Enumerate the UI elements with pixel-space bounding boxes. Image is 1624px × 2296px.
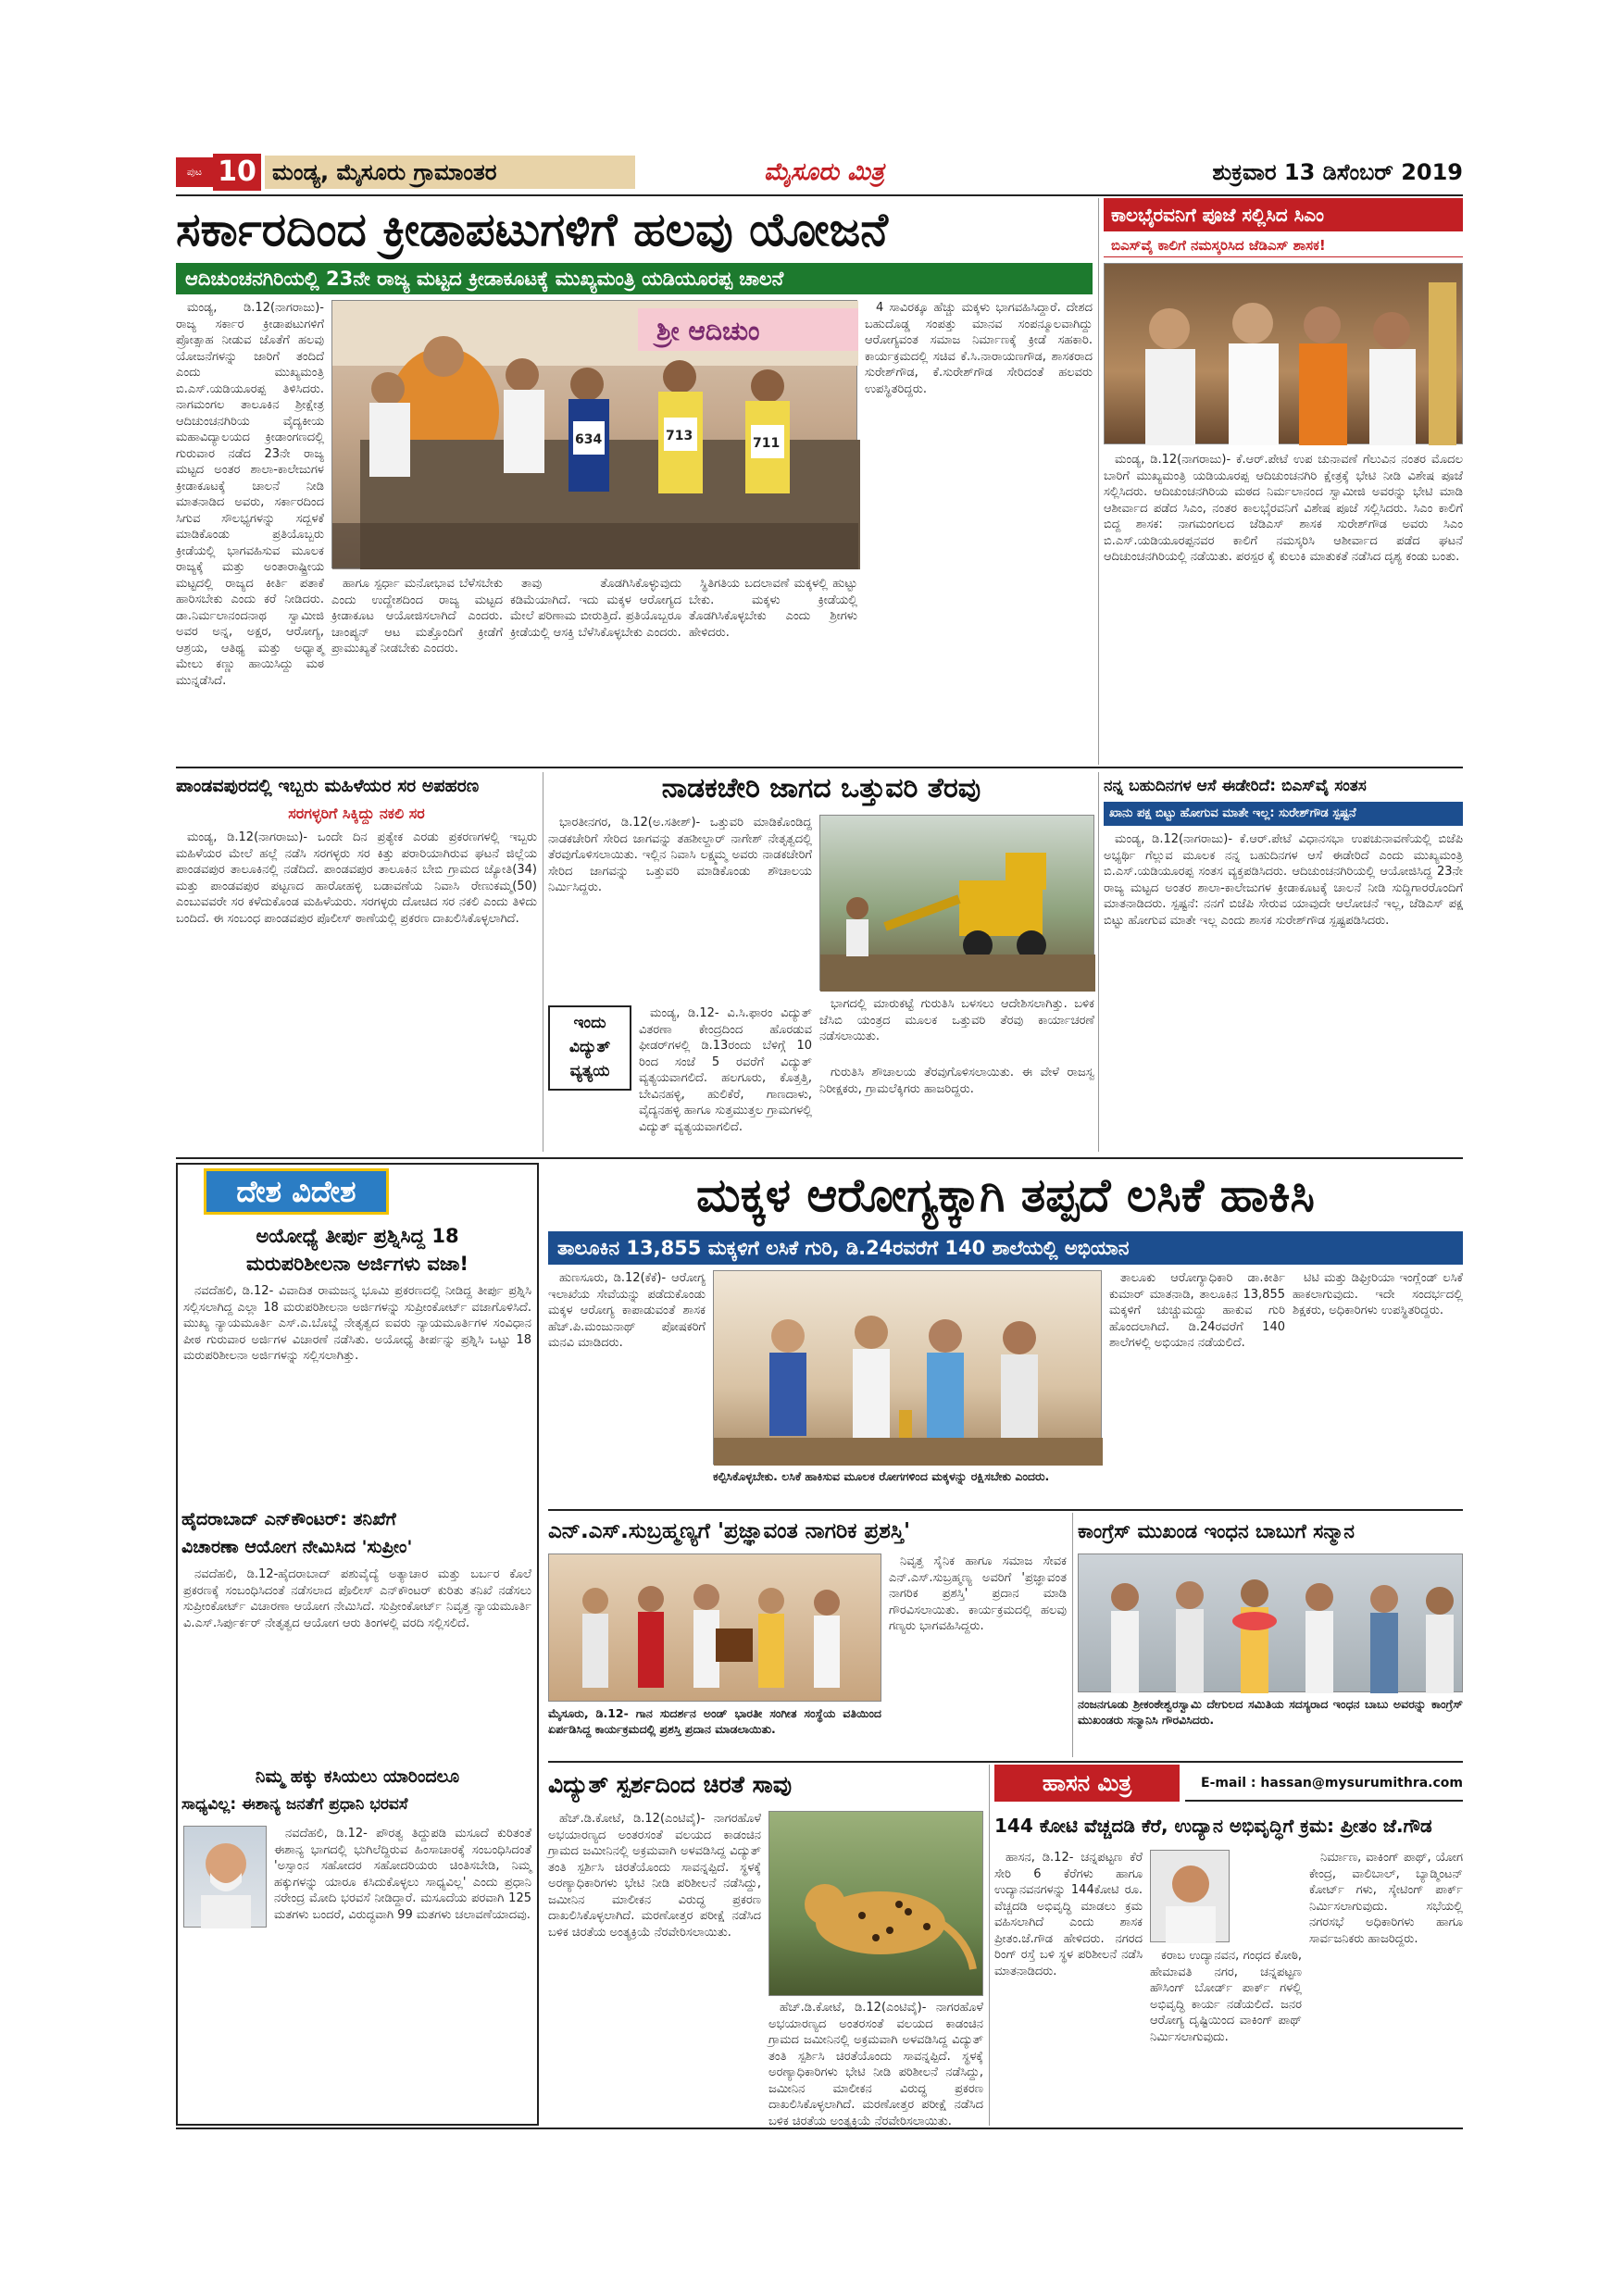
- lead-column-1: [176, 300, 324, 763]
- pandavapura-body: [176, 830, 537, 1152]
- leopard-illustration: [769, 1812, 984, 1997]
- vaccine-event-illustration: [714, 1271, 1103, 1466]
- power-cut-title: ಇಂದು ವಿದ್ಯುತ್ ವ್ಯತ್ಯಯ: [568, 1014, 611, 1080]
- pm-assurance-headline-line-1: ನಿಮ್ಮ ಹಕ್ಕು ಕಸಿಯಲು ಯಾರಿಂದಲೂ: [255, 1766, 460, 1787]
- pm-photo: [183, 1826, 267, 1928]
- hassan-col2-text: ಕರಾಬ ಉದ್ಯಾನವನ, ಗಂಧದ ಕೋಠಿ, ಹೇಮಾವತಿ ನಗರ, ಚನ್ನಪಟ್ಟಣ ಹೌಸಿಂಗ್ ಬೋರ್ಡ್ ಪಾರ್ಕ್ ಗಳಲ್ಲಿ ಅಭಿವೃದ್ಧಿ ಕಾರ್ಯ ನಡೆಯಲಿದೆ. ಜನರ ಆರೋಗ್ಯ ದೃಷ್ಟಿಯಿಂದ ವಾಕಿಂಗ್ ಪಾಥ್ ನಿರ್ಮಿಸಲಾಗುವುದು.: [1150, 1949, 1302, 2044]
- nadakacheri-photo: [819, 815, 1094, 991]
- bottom-rule: [176, 2128, 1463, 2129]
- leopard-column-1: [548, 1811, 761, 2120]
- leopard-photo: [768, 1811, 983, 1996]
- lead-subheadline: ಆದಿಚುಂಚನಗಿರಿಯಲ್ಲಿ 23ನೇ ರಾಜ್ಯ ಮಟ್ಟದ ಕ್ರೀಡಾಕೂಟಕ್ಕೆ ಮುಖ್ಯಮಂತ್ರಿ ಯಡಿಯೂರಪ್ಪ ಚಾಲನೆ: [176, 263, 1093, 294]
- section-rule-4: [548, 1761, 1463, 1763]
- mla-photo: [1150, 1850, 1230, 1942]
- date-line: ಶುಕ್ರವಾರ 13 ಡಿಸೆಂಬರ್ 2019: [1212, 159, 1463, 185]
- pm-assurance-body: [274, 1826, 531, 2120]
- congress-photo: [1078, 1554, 1463, 1692]
- kalabhairava-photo: [1104, 263, 1463, 444]
- subrahmanya-body: [889, 1554, 1067, 1757]
- congress-headline: ಕಾಂಗ್ರೆಸ್ ಮುಖಂಡ ಇಂಧನ ಬಾಬುಗೆ ಸನ್ಮಾನ: [1078, 1520, 1355, 1542]
- hassan-col3-text: ನಿರ್ಮಾಣ, ವಾಕಿಂಗ್ ಪಾಥ್, ಯೋಗ ಕೇಂದ್ರ, ವಾಲಿಬಾಲ್, ಬ್ಯಾಡ್ಮಿಂಟನ್ ಕೋರ್ಟ್ ಗಳು, ಸ್ಕೇಟಿಂಗ್ ಪಾರ್ಕ್ ನಿರ್ಮಿಸಲಾಗುವುದು. ಸಭೆಯಲ್ಲಿ ನಗರಸಭೆ ಅಧಿಕಾರಿಗಳು ಹಾಗೂ ಸಾರ್ವಜನಿಕರು ಹಾಜರಿದ್ದರು.: [1309, 1851, 1463, 1946]
- lead-photo: [331, 300, 857, 568]
- nadakacheri-col3-text: ಗುರುತಿಸಿ ಶೌಚಾಲಯ ತೆರವುಗೊಳಿಸಲಾಯಿತು. ಈ ವೇಳೆ ರಾಜಸ್ವ ನಿರೀಕ್ಷಕರು, ಗ್ರಾಮಲೆಕ್ಕಿಗರು ಹಾಜರಿದ್ದರು.: [819, 1066, 1094, 1096]
- mla-portrait-illustration: [1151, 1851, 1230, 1943]
- nadakacheri-headline: ನಾಡಕಚೇರಿ ಜಾಗದ ಒತ್ತುವರಿ ತೆರವು: [661, 772, 981, 805]
- lead-column-5: [865, 300, 1093, 763]
- leopard-headline: ವಿದ್ಯುತ್ ಸ್ಪರ್ಶದಿಂದ ಚಿರತೆ ಸಾವು: [548, 1771, 793, 1798]
- nadakacheri-col1-text: ಭಾರತೀನಗರ, ಡಿ.12(ಅ.ಸತೀಶ್)- ಒತ್ತುವರಿ ಮಾಡಿಕೊಂಡಿದ್ದ ನಾಡಕಚೇರಿಗೆ ಸೇರಿದ ಜಾಗವನ್ನು ತಹಶೀಲ್ದಾರ್ ನಾಗೇಶ್ ನೇತೃತ್ವದಲ್ಲಿ ತೆರವುಗೊಳಿಸಲಾಯಿತು. ಇಲ್ಲಿನ ನಿವಾಸಿ ಲಕ್ಷ್ಮಮ್ಮ ಅವರು ನಾಡಕಚೇರಿಗೆ ಸೇರಿದ ಜಾಗವನ್ನು ಒತ್ತುವರಿ ಮಾಡಿಕೊಂಡು ಶೌಚಾಲಯ ನಿರ್ಮಿಸಿದ್ದರು.: [548, 816, 812, 894]
- leopard-column-2: [768, 2000, 983, 2128]
- nanna-bahudina-subheadline: ಖಾನು ಪಕ್ಷ ಬಿಟ್ಟು ಹೋಗುವ ಮಾತೇ ಇಲ್ಲ: ಸುರೇಶ್‌ಗೌಡ ಸ್ಪಷ್ಟನೆ: [1104, 802, 1463, 826]
- ayodhya-headline-line-2: ಮರುಪರಿಶೀಲನಾ ಅರ್ಜಿಗಳು ವಜಾ!: [245, 1253, 469, 1275]
- hyderabad-headline-line-1: ಹೈದರಾಬಾದ್ ಎನ್‌ಕೌಂಟರ್: ತನಿಖೆಗೆ: [181, 1509, 396, 1529]
- vaccine-col1-text: ಹುಣಸೂರು, ಡಿ.12(ಕೆಕೆ)- ಆರೋಗ್ಯ ಇಲಾಖೆಯ ಸೇವೆಯನ್ನು ಪಡೆದುಕೊಂಡು ಮಕ್ಕಳ ಆರೋಗ್ಯ ಕಾಪಾಡುವಂತೆ ಶಾಸಕ ಹೆಚ್.ಪಿ.ಮಂಜುನಾಥ್ ಪೋಷಕರಿಗೆ ಮನವಿ ಮಾಡಿದರು.: [548, 1271, 706, 1350]
- lead-col1-text: ಮಂಡ್ಯ, ಡಿ.12(ನಾಗರಾಜು)- ರಾಜ್ಯ ಸರ್ಕಾರ ಕ್ರೀಡಾಪಟುಗಳಿಗೆ ಪ್ರೋತ್ಸಾಹ ನೀಡುವ ಜೊತೆಗೆ ಹಲವು ಯೋಜನೆಗಳನ್ನು ಜಾರಿಗೆ ತಂದಿದೆ ಎಂದು ಮುಖ್ಯಮಂತ್ರಿ ಬಿ.ಎಸ್.ಯಡಿಯೂರಪ್ಪ ತಿಳಿಸಿದರು. ನಾಗಮಂಗಲ ತಾಲೂಕಿನ ಶ್ರೀಕ್ಷೇತ್ರ ಆದಿಚುಂಚನಗಿರಿಯ ವೈದ್ಯಕೀಯ ಮಹಾವಿದ್ಯಾಲಯದ ಕ್ರೀಡಾಂಗಣದಲ್ಲಿ ಗುರುವಾರ ನಡೆದ 23ನೇ ರಾಜ್ಯ ಮಟ್ಟದ ಅಂತರ ಶಾಲಾ-ಕಾಲೇಜುಗಳ ಕ್ರೀಡಾಕೂಟಕ್ಕೆ ಚಾಲನೆ ನೀಡಿ ಮಾತನಾಡಿದ ಅವರು, ಸರ್ಕಾರದಿಂದ ಸಿಗುವ ಸೌಲಭ್ಯಗಳನ್ನು ಸದ್ಬಳಕೆ ಮಾಡಿಕೊಂಡು ಪ್ರತಿಯೊಬ್ಬರು ಕ್ರೀಡೆಯಲ್ಲಿ ಭಾಗವಹಿಸುವ ಮೂಲಕ ರಾಜ್ಯಕ್ಕೆ ಮತ್ತು ಅಂತಾರಾಷ್ಟ್ರೀಯ ಮಟ್ಟದಲ್ಲಿ ರಾಜ್ಯದ ಕೀರ್ತಿ ಪತಾಕೆ ಹಾರಿಸಬೇಕು ಎಂದು ಕರೆ ನೀಡಿದರು. ಡಾ.ನಿರ್ಮಲಾನಂದನಾಥ ಸ್ವಾಮೀಜಿ ಅವರ ಅನ್ನ, ಅಕ್ಷರ, ಆರೋಗ್ಯ, ಆಶ್ರಯ, ಆತಿಥ್ಯ ಮತ್ತು ಅಧ್ಯಾತ್ಮ ಮೇಲು ಕಣ್ಣು ಹಾಯಿಸಿದ್ದು ಮಠ ಮುನ್ನಡೆಸಿದೆ.: [176, 301, 324, 688]
- pm-assurance-headline-line-2: ಸಾಧ್ಯವಿಲ್ಲ: ಈಶಾನ್ಯ ಜನತೆಗೆ ಪ್ರಧಾನಿ ಭರವಸೆ: [181, 1795, 408, 1814]
- hassan-column-2: [1150, 1948, 1302, 2120]
- leopard-col2-text: ಹೆಚ್.ಡಿ.ಕೋಟೆ, ಡಿ.12(ಎಂಟಿವೈ)- ನಾಗರಹೊಳೆ ಅಭಯಾರಣ್ಯದ ಅಂತರಸಂತೆ ವಲಯದ ಕಾಡಂಚಿನ ಗ್ರಾಮದ ಜಮೀನಿನಲ್ಲಿ ಅಕ್ರಮವಾಗಿ ಅಳವಡಿಸಿದ್ದ ವಿದ್ಯುತ್ ತಂತಿ ಸ್ಪರ್ಶಿಸಿ ಚಿರತೆಯೊಂದು ಸಾವನ್ನಪ್ಪಿದೆ. ಸ್ಥಳಕ್ಕೆ ಅರಣ್ಯಾಧಿಕಾರಿಗಳು ಭೇಟಿ ನೀಡಿ ಪರಿಶೀಲನೆ ನಡೆಸಿದ್ದು, ಜಮೀನಿನ ಮಾಲೀಕನ ವಿರುದ್ಧ ಪ್ರಕರಣ ದಾಖಲಿಸಿಕೊಳ್ಳಲಾಗಿದೆ. ಮರಣೋತ್ತರ ಪರೀಕ್ಷೆ ನಡೆಸಿದ ಬಳಿಕ ಚಿರತೆಯ ಅಂತ್ಯಕ್ರಿಯೆ ನೆರವೇರಿಸಲಾಯಿತು.: [768, 2001, 983, 2128]
- nadakacheri-column-1: [548, 815, 812, 1000]
- lead-col2-text: ಹಾಗೂ ಸ್ಪರ್ಧಾ ಮನೋಭಾವ ಬೆಳೆಸಬೇಕು ಎಂದು ಉದ್ದೇಶದಿಂದ ರಾಜ್ಯ ಮಟ್ಟದ ಕ್ರೀಡಾಕೂಟ ಆಯೋಜಿಸಲಾಗಿದೆ ಎಂದರು. ಚಾಂಪ್ಯನ್ ಆಟ ಮತ್ತೊಂದಿಗೆ ಕ್ರೀಡೆಗೆ ಪ್ರಾಮುಖ್ಯತೆ ನೀಡಬೇಕು ಎಂದರು.: [331, 577, 503, 655]
- vaccine-column-4: [1109, 1270, 1285, 1491]
- nanna-bahudina-text: ಮಂಡ್ಯ, ಡಿ.12(ನಾಗರಾಜು)- ಕೆ.ಆರ್.ಪೇಟೆ ವಿಧಾನಸಭಾ ಉಪಚುನಾವಣೆಯಲ್ಲಿ ಬಿಜೆಪಿ ಅಭ್ಯರ್ಥಿ ಗೆಲ್ಲುವ ಮೂಲಕ ನನ್ನ ಬಹುದಿನಗಳ ಆಸೆ ಈಡೇರಿದೆ ಎಂದು ಮುಖ್ಯಮಂತ್ರಿ ಬಿ.ಎಸ್.ಯಡಿಯೂರಪ್ಪ ಸಂತಸ ವ್ಯಕ್ತಪಡಿಸಿದರು. ಆದಿಚುಂಚನಗಿರಿಯಲ್ಲಿ ಆಯೋಜಿಸಿದ್ದ 23ನೇ ರಾಜ್ಯ ಮಟ್ಟದ ಅಂತರ ಶಾಲಾ-ಕಾಲೇಜುಗಳ ಕ್ರೀಡಾಕೂಟಕ್ಕೆ ಚಾಲನೆ ನೀಡಿ ಸುದ್ದಿಗಾರರೊಂದಿಗೆ ಮಾತನಾಡಿದರು. ಸ್ಪಷ್ಟನೆ: ನನಗೆ ಬಿಜೆಪಿ ಸೇರುವ ಯಾವುದೇ ಆಲೋಚನೆ ಇಲ್ಲ, ಜೆಡಿಎಸ್ ಪಕ್ಷ ಬಿಟ್ಟು ಹೋಗುವ ಮಾತೇ ಇಲ್ಲ ಎಂದು ಶಾಸಕ ಸುರೇಶ್‌ಗೌಡ ಸ್ಪಷ್ಟಪಡಿಸಿದರು.: [1104, 832, 1463, 928]
- subrahmanya-caption-text: ಮೈಸೂರು, ಡಿ.12- ಗಾನ ಸುದರ್ಶನ ಅಂಡ್ ಭಾರತೀ ಸಂಗೀತ ಸಂಸ್ಥೆಯ ವತಿಯಿಂದ ಏರ್ಪಡಿಸಿದ್ದ ಕಾರ್ಯಕ್ರಮದಲ್ಲಿ ಪ್ರಶಸ್ತಿ ಪ್ರದಾನ ಮಾಡಲಾಯಿತು.: [548, 1706, 881, 1736]
- vaccine-column-1: [548, 1270, 706, 1491]
- power-cut-text: ಮಂಡ್ಯ, ಡಿ.12- ವಿ.ಸಿ.ಫಾರಂ ವಿದ್ಯುತ್ ವಿತರಣಾ ಕೇಂದ್ರದಿಂದ ಹೊರಡುವ ಫೀಡರ್‌ಗಳಲ್ಲಿ ಡಿ.13ರಂದು ಬೆಳಿಗ್ಗೆ 10 ರಿಂದ ಸಂಜೆ 5 ರವರೆಗೆ ವಿದ್ಯುತ್ ವ್ಯತ್ಯಯವಾಗಲಿದೆ. ಹಲಗೂರು, ಕೊತ್ತತ್ತಿ, ಬೇವಿನಹಳ್ಳಿ, ಹುಲಿಕೆರೆ, ಗಾಣದಾಳು, ವೈದ್ಯನಹಳ್ಳಿ ಹಾಗೂ ಸುತ್ತಮುತ್ತಲ ಗ್ರಾಮಗಳಲ್ಲಿ ವಿದ್ಯುತ್ ವ್ಯತ್ಯಯವಾಗಲಿದೆ.: [639, 1006, 812, 1134]
- ayodhya-body: [183, 1283, 531, 1502]
- leopard-col1-text: ಹೆಚ್.ಡಿ.ಕೋಟೆ, ಡಿ.12(ಎಂಟಿವೈ)- ನಾಗರಹೊಳೆ ಅಭಯಾರಣ್ಯದ ಅಂತರಸಂತೆ ವಲಯದ ಕಾಡಂಚಿನ ಗ್ರಾಮದ ಜಮೀನಿನಲ್ಲಿ ಅಕ್ರಮವಾಗಿ ಅಳವಡಿಸಿದ್ದ ವಿದ್ಯುತ್ ತಂತಿ ಸ್ಪರ್ಶಿಸಿ ಚಿರತೆಯೊಂದು ಸಾವನ್ನಪ್ಪಿದೆ. ಸ್ಥಳಕ್ಕೆ ಅರಣ್ಯಾಧಿಕಾರಿಗಳು ಭೇಟಿ ನೀಡಿ ಪರಿಶೀಲನೆ ನಡೆಸಿದ್ದು, ಜಮೀನಿನ ಮಾಲೀಕನ ವಿರುದ್ಧ ಪ್ರಕರಣ ದಾಖಲಿಸಿಕೊಳ್ಳಲಾಗಿದೆ. ಮರಣೋತ್ತರ ಪರೀಕ್ಷೆ ನಡೆಸಿದ ಬಳಿಕ ಚಿರತೆಯ ಅಂತ್ಯಕ್ರಿಯೆ ನೆರವೇರಿಸಲಾಯಿತು.: [548, 1812, 761, 1940]
- nanna-bahudina-headline: ನನ್ನ ಬಹುದಿನಗಳ ಆಸೆ ಈಡೇರಿದೆ: ಬಿಎಸ್‌ವೈ ಸಂತಸ: [1104, 777, 1367, 795]
- vaccine-caption: [713, 1468, 1102, 1505]
- lead-headline: ಸರ್ಕಾರದಿಂದ ಕ್ರೀಡಾಪಟುಗಳಿಗೆ ಹಲವು ಯೋಜನೆ: [176, 203, 889, 256]
- award-ceremony-illustration: [549, 1554, 882, 1703]
- pm-portrait-illustration: [184, 1827, 268, 1928]
- vaccine-column-5: [1293, 1270, 1463, 1491]
- page-number: 10: [213, 154, 261, 191]
- pandavapura-headline: ಪಾಂಡವಪುರದಲ್ಲಿ ಇಬ್ಬರು ಮಹಿಳೆಯರ ಸರ ಅಪಹರಣ: [176, 776, 480, 796]
- congress-caption: [1078, 1696, 1463, 1757]
- photo-banner-text: ಶ್ರೀ ಆದಿಚುಂ: [656, 316, 760, 346]
- pandavapura-subheadline: ಸರಗಳ್ಳರಿಗೆ ಸಿಕ್ಕಿದ್ದು ನಕಲಿ ಸರ: [288, 805, 425, 822]
- bib-number-3: 711: [753, 436, 781, 451]
- nadakacheri-column-3: [819, 1065, 1094, 1152]
- hassan-col1-text: ಹಾಸನ, ಡಿ.12- ಚನ್ನಪಟ್ಟಣ ಕೆರೆ ಸೇರಿ 6 ಕೆರೆಗಳು ಹಾಗೂ ಉದ್ಯಾನವನಗಳನ್ನು 144ಕೋಟಿ ರೂ. ವೆಚ್ಚದಡಿ ಅಭಿವೃದ್ಧಿ ಮಾಡಲು ಕ್ರಮ ವಹಿಸಲಾಗಿದೆ ಎಂದು ಶಾಸಕ ಪ್ರೀತಂ.ಜೆ.ಗೌಡ ಹೇಳಿದರು. ನಗರದ ರಿಂಗ್ ರಸ್ತೆ ಬಳಿ ಸ್ಥಳ ಪರಿಶೀಲನೆ ನಡೆಸಿ ಮಾತನಾಡಿದರು.: [994, 1851, 1143, 1978]
- felicitation-illustration: [1079, 1554, 1464, 1693]
- hyderabad-text: ನವದೆಹಲಿ, ಡಿ.12-ಹೈದರಾಬಾದ್ ಪಶುವೈದ್ಯೆ ಅತ್ಯಾಚಾರ ಮತ್ತು ಬರ್ಬರ ಕೊಲೆ ಪ್ರಕರಣಕ್ಕೆ ಸಂಬಂಧಿಸಿದಂತೆ ನಡೆಸಲಾದ ಪೊಲೀಸ್ ಎನ್‌ಕೌಂಟರ್ ಕುರಿತು ತನಿಖೆ ನಡೆಸಲು ಸುಪ್ರೀಂಕೋರ್ಟ್ ವಿಚಾರಣಾ ಆಯೋಗ ನೇಮಿಸಿದೆ. ಸುಪ್ರೀಂಕೋರ್ಟ್ ನಿವೃತ್ತ ನ್ಯಾಯಮೂರ್ತಿ ವಿ.ಎಸ್.ಸಿರ್ಪುರ್ಕರ್ ನೇತೃತ್ವದ ಆಯೋಗ ಆರು ತಿಂಗಳಲ್ಲಿ ವರದಿ ಸಲ್ಲಿಸಲಿದೆ.: [183, 1567, 531, 1630]
- ayodhya-headline-line-1: ಅಯೋಧ್ಯೆ ತೀರ್ಪು ಪ್ರಶ್ನಿಸಿದ್ದ 18: [256, 1225, 459, 1247]
- nanna-bahudina-body: [1104, 831, 1463, 1152]
- ayodhya-text: ನವದೆಹಲಿ, ಡಿ.12- ವಿವಾದಿತ ರಾಮಜನ್ಮ ಭೂಮಿ ಪ್ರಕರಣದಲ್ಲಿ ನೀಡಿದ್ದ ತೀರ್ಪು ಪ್ರಶ್ನಿಸಿ ಸಲ್ಲಿಸಲಾಗಿದ್ದ ಎಲ್ಲಾ 18 ಮರುಪರಿಶೀಲನಾ ಅರ್ಜಿಗಳನ್ನು ಸುಪ್ರೀಂಕೋರ್ಟ್ ವಜಾಗೊಳಿಸಿದೆ. ಮುಖ್ಯ ನ್ಯಾಯಮೂರ್ತಿ ಎಸ್.ಎ.ಬೊಬ್ಡೆ ನೇತೃತ್ವದ ಐವರು ನ್ಯಾಯಮೂರ್ತಿಗಳ ಸಂವಿಧಾನ ಪೀಠ ಗುರುವಾರ ಅರ್ಜಿಗಳ ವಿಚಾರಣೆ ನಡೆಸಿತು. ಅಯೋಧ್ಯೆ ತೀರ್ಪನ್ನು ಪ್ರಶ್ನಿಸಿ ಒಟ್ಟು 18 ಮರುಪರಿಶೀಲನಾ ಅರ್ಜಿಗಳನ್ನು ಸಲ್ಲಿಸಲಾಗಿತ್ತು.: [183, 1284, 531, 1363]
- hyderabad-headline-line-2: ವಿಚಾರಣಾ ಆಯೋಗ ನೇಮಿಸಿದ 'ಸುಪ್ರೀಂ': [181, 1537, 413, 1557]
- section-title: ಮಂಡ್ಯ, ಮೈಸೂರು ಗ್ರಾಮಾಂತರ: [265, 156, 635, 189]
- congress-caption-text: ನಂಜನಗೂಡು ಶ್ರೀಕಂಠೇಶ್ವರಸ್ವಾಮಿ ದೇಗುಲದ ಸಮಿತಿಯ ಸದಸ್ಯರಾದ ಇಂಧನ ಬಾಬು ಅವರನ್ನು ಕಾಂಗ್ರೆಸ್ ಮುಖಂಡರು ಸನ್ಮಾನಿಸಿ ಗೌರವಿಸಿದರು.: [1078, 1697, 1463, 1727]
- hyderabad-body: [183, 1566, 531, 1759]
- pandavapura-text: ಮಂಡ್ಯ, ಡಿ.12(ನಾಗರಾಜು)- ಒಂದೇ ದಿನ ಪ್ರತ್ಯೇಕ ಎರಡು ಪ್ರಕರಣಗಳಲ್ಲಿ ಇಬ್ಬರು ಮಹಿಳೆಯರ ಮೇಲೆ ಹಲ್ಲೆ ನಡೆಸಿ ಸರಗಳ್ಳರು ಸರ ಕಿತ್ತು ಪರಾರಿಯಾಗಿರುವ ಘಟನೆ ಜಿಲ್ಲೆಯ ಪಾಂಡವಪುರ ತಾಲೂಕಿನಲ್ಲಿ ನಡೆದಿದೆ. ಪಾಂಡವಪುರ ತಾಲೂಕಿನ ಬೇಬಿ ಗ್ರಾಮದ ಜ್ಯೋತಿ(34) ಮತ್ತು ಪಾಂಡವಪುರ ಪಟ್ಟಣದ ಹಾರೋಹಳ್ಳಿ ಬಡಾವಣೆಯ ನಿವಾಸಿ ರೇಣುಕಮ್ಮ(50) ಎಂಬುವವರೇ ಸರ ಕಳೆದುಕೊಂಡ ಮಹಿಳೆಯರು. ಸರಗಳ್ಳರು ದೋಚಿದ ಸರ ನಕಲಿ ಎಂದು ತಿಳಿದು ಬಂದಿದೆ. ಈ ಸಂಬಂಧ ಪಾಂಡವಪುರ ಪೊಲೀಸ್ ಠಾಣೆಯಲ್ಲಿ ಪ್ರಕರಣ ದಾಖಲಿಸಿಕೊಳ್ಳಲಾಗಿದೆ.: [176, 830, 537, 926]
- lead-column-4: [689, 576, 857, 763]
- section-rule-3: [548, 1509, 1463, 1511]
- paper-name: ಮೈಸೂರು ಮಿತ್ರ: [764, 158, 884, 186]
- vaccine-col5-text: ಟಿಟಿ ಮತ್ತು ಡಿಫ್ತೀರಿಯಾ ಇಂಗ್ಲೆಂಡ್ ಲಸಿಕೆ ಹಾಕಲಾಗುವುದು. ಇದೇ ಸಂದರ್ಭದಲ್ಲಿ ಶಿಕ್ಷಕರು, ಅಧಿಕಾರಿಗಳು ಉಪಸ್ಥಿತರಿದ್ದರು.: [1293, 1271, 1463, 1317]
- bib-number-2: 713: [666, 429, 693, 443]
- subrahmanya-text: ನಿವೃತ್ತ ಸೈನಿಕ ಹಾಗೂ ಸಮಾಜ ಸೇವಕ ಎನ್.ಎಸ್.ಸುಬ್ರಹ್ಮಣ್ಯ ಅವರಿಗೆ 'ಪ್ರಜ್ಞಾವಂತ ನಾಗರಿಕ ಪ್ರಶಸ್ತಿ' ಪ್ರದಾನ ಮಾಡಿ ಗೌರವಿಸಲಾಯಿತು. ಕಾರ್ಯಕ್ರಮದಲ್ಲಿ ಹಲವು ಗಣ್ಯರು ಭಾಗವಹಿಸಿದ್ದರು.: [889, 1554, 1067, 1633]
- hassan-title: ಹಾಸನ ಮಿತ್ರ: [994, 1765, 1180, 1802]
- subrahmanya-caption: [548, 1705, 881, 1757]
- vaccine-subheadline: ತಾಲೂಕಿನ 13,855 ಮಕ್ಕಳಿಗೆ ಲಸಿಕೆ ಗುರಿ, ಡಿ.24ರವರೆಗೆ 140 ಶಾಲೆಯಲ್ಲಿ ಅಭಿಯಾನ: [548, 1231, 1463, 1265]
- column-divider: [989, 1765, 990, 2126]
- vaccine-col4-text: ತಾಲೂಕು ಆರೋಗ್ಯಾಧಿಕಾರಿ ಡಾ.ಕೀರ್ತಿ ಕುಮಾರ್ ಮಾತನಾಡಿ, ತಾಲೂಕಿನ 13,855 ಮಕ್ಕಳಿಗೆ ಚುಚ್ಚುಮದ್ದು ಹಾಕುವ ಗುರಿ ಹೊಂದಲಾಗಿದೆ. ಡಿ.24ರವರೆಗೆ 140 ಶಾಲೆಗಳಲ್ಲಿ ಅಭಿಯಾನ ನಡೆಯಲಿದೆ.: [1109, 1271, 1285, 1350]
- kalabhairava-body: [1104, 452, 1463, 765]
- subrahmanya-photo: [548, 1554, 881, 1702]
- page-label: ಪುಟ: [176, 157, 213, 187]
- column-divider: [1098, 198, 1099, 765]
- lead-column-3: [510, 576, 681, 763]
- bib-number-1: 634: [575, 432, 603, 447]
- power-cut-box: [548, 1005, 631, 1091]
- kalabhairava-text: ಮಂಡ್ಯ, ಡಿ.12(ನಾಗರಾಜು)- ಕೆ.ಆರ್.ಪೇಟೆ ಉಪ ಚುನಾವಣೆ ಗೆಲುವಿನ ನಂತರ ಮೊದಲ ಬಾರಿಗೆ ಮುಖ್ಯಮಂತ್ರಿ ಯಡಿಯೂರಪ್ಪ ಆದಿಚುಂಚನಗಿರಿ ಕ್ಷೇತ್ರಕ್ಕೆ ಭೇಟಿ ನೀಡಿ ವಿಶೇಷ ಪೂಜೆ ಸಲ್ಲಿಸಿದರು. ಆದಿಚುಂಚನಗಿರಿಯ ಮಠದ ನಿರ್ಮಲಾನಂದ ಸ್ವಾಮೀಜಿ ಅವರನ್ನು ಭೇಟಿ ಮಾಡಿ ಆಶೀರ್ವಾದ ಪಡೆದ ಸಿಎಂ, ನಂತರ ಕಾಲಭೈರವನಿಗೆ ವಿಶೇಷ ಪೂಜೆ ಸಲ್ಲಿಸಿದರು. ಸಿಎಂ ಕಾಲಿಗೆ ಬಿದ್ದ ಶಾಸಕ: ನಾಗಮಂಗಲದ ಜೆಡಿಎಸ್ ಶಾಸಕ ಸುರೇಶ್‌ಗೌಡ ಅವರು ಸಿಎಂ ಬಿ.ಎಸ್.ಯಡಿಯೂರಪ್ಪನವರ ಕಾಲಿಗೆ ನಮಸ್ಕರಿಸಿ ಆಶೀರ್ವಾದ ಪಡೆದ ಘಟನೆ ಆದಿಚುಂಚನಗಿರಿಯಲ್ಲಿ ನಡೆಯಿತು. ಪರಸ್ಪರ ಕೈ ಕುಲುಕಿ ಮಾತುಕತೆ ನಡೆಸಿದ ದೃಶ್ಯ ಕಂಡು ಬಂತು.: [1104, 453, 1463, 564]
- masthead: [176, 154, 1463, 191]
- lead-col3-text: ತಾವು ತೊಡಗಿಸಿಕೊಳ್ಳುವುದು ಕಡಿಮೆಯಾಗಿದೆ. ಇದು ಮಕ್ಕಳ ಆರೋಗ್ಯದ ಮೇಲೆ ಪರಿಣಾಮ ಬೀರುತ್ತಿದೆ. ಪ್ರತಿಯೊಬ್ಬರೂ ಕ್ರೀಡೆಯಲ್ಲಿ ಆಸಕ್ತಿ ಬೆಳೆಸಿಕೊಳ್ಳಬೇಕು ಎಂದರು.: [510, 577, 681, 640]
- masthead-rule: [176, 194, 1463, 196]
- lead-col4-text: ಸ್ಥಿತಿಗತಿಯ ಬದಲಾವಣೆ ಮಕ್ಕಳಲ್ಲಿ ಹುಟ್ಟು ಬೇಕು. ಮಕ್ಕಳು ಕ್ರೀಡೆಯಲ್ಲಿ ತೊಡಗಿಸಿಕೊಳ್ಳಬೇಕು ಎಂದು ಶ್ರೀಗಳು ಹೇಳಿದರು.: [689, 577, 857, 640]
- vaccine-caption-text: ಕಲ್ಪಿಸಿಕೊಳ್ಳಬೇಕು. ಲಸಿಕೆ ಹಾಕಿಸುವ ಮೂಲಕ ರೋಗಗಳಿಂದ ಮಕ್ಕಳನ್ನು ರಕ್ಷಿಸಬೇಕು ಎಂದರು.: [713, 1469, 1050, 1483]
- kalabhairava-subheadline: ಬಿಎಸ್‌ವೈ ಕಾಲಿಗೆ ನಮಸ್ಕರಿಸಿದ ಜೆಡಿಎಸ್ ಶಾಸಕ!: [1104, 233, 1463, 257]
- column-divider: [1072, 1513, 1073, 1757]
- hassan-email: E-mail : hassan@mysurumithra.com: [1185, 1765, 1463, 1802]
- lead-col5-text: 4 ಸಾವಿರಕ್ಕೂ ಹೆಚ್ಚು ಮಕ್ಕಳು ಭಾಗವಹಿಸಿದ್ದಾರೆ. ದೇಶದ ಬಹುದೊಡ್ಡ ಸಂಪತ್ತು ಮಾನವ ಸಂಪನ್ಮೂಲವಾಗಿದ್ದು ಆರೋಗ್ಯವಂತ ಸಮಾಜ ನಿರ್ಮಾಣಕ್ಕೆ ಕ್ರೀಡೆ ಸಹಕಾರಿ. ಕಾರ್ಯಕ್ರಮದಲ್ಲಿ ಸಚಿವ ಕೆ.ಸಿ.ನಾರಾಯಣಗೌಡ, ಶಾಸಕರಾದ ಸುರೇಶ್‌ಗೌಡ, ಕೆ.ಸುರೇಶ್‌ಗೌಡ ಸೇರಿದಂತೆ ಹಲವರು ಉಪಸ್ಥಿತರಿದ್ದರು.: [865, 301, 1093, 396]
- hassan-column-1: [994, 1850, 1143, 2120]
- hassan-headline: 144 ಕೋಟಿ ವೆಚ್ಚದಡಿ ಕೆರೆ, ಉದ್ಯಾನ ಅಭಿವೃದ್ಧಿಗೆ ಕ್ರಮ: ಪ್ರೀತಂ ಜೆ.ಗೌಡ: [994, 1815, 1432, 1837]
- desha-videsha-title: ದೇಶ ವಿದೇಶ: [204, 1168, 389, 1215]
- vaccine-headline: ಮಕ್ಕಳ ಆರೋಗ್ಯಕ್ಕಾಗಿ ತಪ್ಪದೆ ಲಸಿಕೆ ಹಾಕಿಸಿ: [696, 1168, 1315, 1222]
- kalabhairava-headline: ಕಾಲಭೈರವನಿಗೆ ಪೂಜೆ ಸಲ್ಲಿಸಿದ ಸಿಎಂ: [1104, 198, 1463, 231]
- vaccine-photo: [713, 1270, 1102, 1465]
- sports-meet-illustration: [332, 301, 858, 569]
- subrahmanya-headline: ಎನ್.ಎಸ್.ಸುಬ್ರಹ್ಮಣ್ಯಗೆ 'ಪ್ರಜ್ಞಾವಂತ ನಾಗರಿಕ ಪ್ರಶಸ್ತಿ': [548, 1519, 911, 1543]
- hassan-column-3: [1309, 1850, 1463, 2120]
- lead-column-2: [331, 576, 503, 763]
- nadakacheri-column-2: [819, 996, 1094, 1061]
- nadakacheri-col2-text: ಭಾಗದಲ್ಲಿ ಮಾರುಕಟ್ಟೆ ಗುರುತಿಸಿ ಬಳಸಲು ಆದೇಶಿಸಲಾಗಿತ್ತು. ಬಳಿಕ ಜೆಸಿಬಿ ಯಂತ್ರದ ಮೂಲಕ ಒತ್ತುವರಿ ತೆರವು ಕಾರ್ಯಾಚರಣೆ ನಡೆಸಲಾಯಿತು.: [819, 997, 1094, 1043]
- power-cut-body: [639, 1005, 812, 1152]
- cm-temple-visit-illustration: [1105, 264, 1464, 445]
- column-divider: [1098, 772, 1099, 1152]
- section-rule-2: [176, 1157, 1463, 1159]
- jcb-clearance-illustration: [820, 816, 1095, 992]
- pm-assurance-text: ನವದೆಹಲಿ, ಡಿ.12- ಪೌರತ್ವ ತಿದ್ದುಪಡಿ ಮಸೂದೆ ಕುರಿತಂತೆ ಈಶಾನ್ಯ ಭಾಗದಲ್ಲಿ ಭುಗಿಲೆದ್ದಿರುವ ಹಿಂಸಾಚಾರಕ್ಕೆ ಸಂಬಂಧಿಸಿದಂತೆ 'ಅಸ್ಸಾಂನ ಸಹೋದರ ಸಹೋದರಿಯರು ಚಿಂತಿಸಬೇಡಿ, ನಿಮ್ಮ ಹಕ್ಕುಗಳನ್ನು ಯಾರೂ ಕಸಿದುಕೊಳ್ಳಲು ಸಾಧ್ಯವಿಲ್ಲ' ಎಂದು ಪ್ರಧಾನಿ ನರೇಂದ್ರ ಮೋದಿ ಭರವಸೆ ನೀಡಿದ್ದಾರೆ. ಮಸೂದೆಯ ಪರವಾಗಿ 125 ಮತಗಳು ಬಂದರೆ, ವಿರುದ್ಧವಾಗಿ 99 ಮತಗಳು ಚಲಾವಣೆಯಾದವು.: [274, 1827, 531, 1922]
